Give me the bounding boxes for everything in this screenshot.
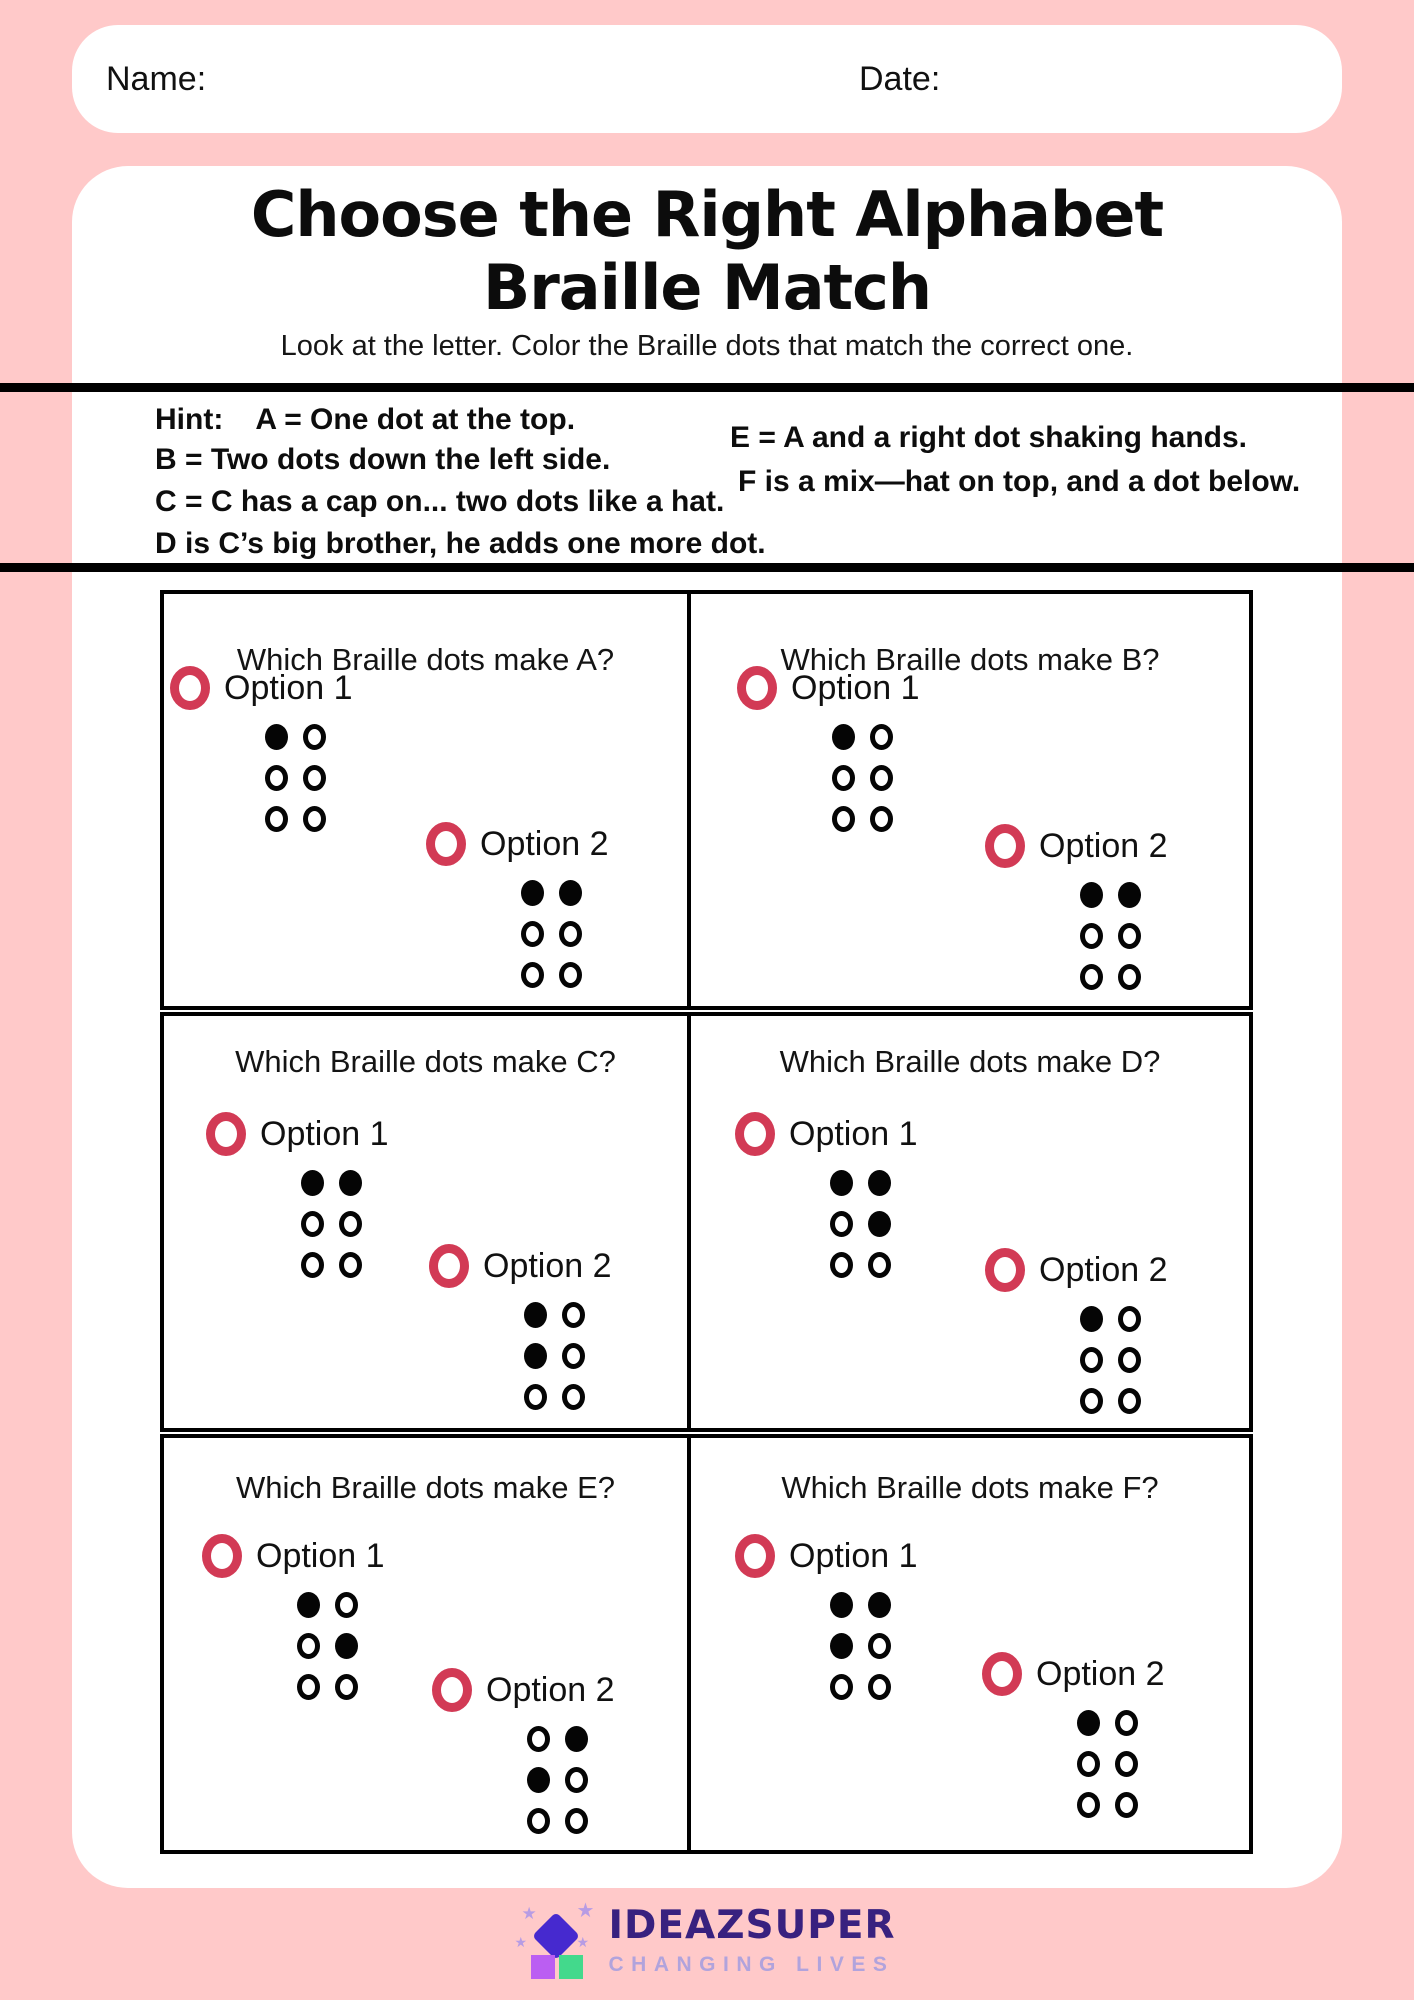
braille-row	[1077, 1792, 1138, 1818]
page-title-line2: Braille Match	[482, 251, 932, 324]
braille-pattern	[1077, 1710, 1138, 1818]
option-2-header[interactable]	[432, 1668, 615, 1712]
braille-pattern	[527, 1726, 588, 1834]
braille-row	[830, 1633, 891, 1659]
radio-button-icon[interactable]	[429, 1244, 469, 1288]
option-1-label: Option 1	[791, 668, 920, 707]
braille-dot-filled	[335, 1633, 358, 1659]
braille-dot-empty	[303, 806, 326, 832]
braille-pattern	[297, 1592, 358, 1700]
option-1[interactable]	[735, 1534, 918, 1715]
braille-dot-empty	[559, 962, 582, 988]
braille-dot-filled	[1077, 1710, 1100, 1736]
braille-row	[832, 765, 893, 791]
braille-row	[521, 921, 582, 947]
braille-dot-filled	[830, 1592, 853, 1618]
braille-pattern	[830, 1592, 891, 1700]
question-cell-d	[687, 1016, 1249, 1428]
braille-dot-filled	[559, 880, 582, 906]
radio-button-icon[interactable]	[426, 822, 466, 866]
option-2-label: Option 2	[483, 1246, 612, 1285]
hint-line-b: B = Two dots down the left side.	[155, 443, 611, 476]
option-2-header[interactable]	[982, 1652, 1165, 1696]
question-cell-e	[164, 1438, 687, 1850]
radio-button-icon[interactable]	[735, 1112, 775, 1156]
braille-pattern	[301, 1170, 362, 1278]
braille-dot-empty	[301, 1252, 324, 1278]
braille-pattern	[265, 724, 326, 832]
option-2[interactable]	[432, 1668, 615, 1849]
option-2-label: Option 2	[1036, 1654, 1165, 1693]
option-2[interactable]	[985, 1248, 1168, 1429]
braille-dot-filled	[1080, 1306, 1103, 1332]
braille-dot-empty	[1118, 964, 1141, 990]
braille-dot-empty	[521, 921, 544, 947]
page-title-line1: Choose the Right Alphabet	[250, 178, 1164, 251]
option-1-label: Option 1	[789, 1536, 918, 1575]
braille-row	[830, 1592, 891, 1618]
braille-row	[1077, 1710, 1138, 1736]
braille-row	[301, 1211, 362, 1237]
braille-dot-empty	[832, 806, 855, 832]
braille-row	[832, 724, 893, 750]
braille-dot-filled	[339, 1170, 362, 1196]
braille-dot-filled	[868, 1170, 891, 1196]
option-2-label: Option 2	[486, 1670, 615, 1709]
braille-pattern	[832, 724, 893, 832]
braille-row	[527, 1726, 588, 1752]
date-field-label: Date:	[859, 59, 941, 98]
hint-label: Hint:	[155, 403, 224, 436]
braille-dot-filled	[297, 1592, 320, 1618]
name-field-label: Name:	[106, 59, 207, 98]
braille-dot-filled	[830, 1170, 853, 1196]
question-row	[160, 1012, 1253, 1432]
divider-line-top	[0, 383, 1414, 392]
diamond-icon	[531, 1912, 579, 1960]
braille-dot-empty	[868, 1252, 891, 1278]
braille-dot-empty	[1115, 1751, 1138, 1777]
braille-dot-empty	[870, 806, 893, 832]
radio-button-icon[interactable]	[170, 666, 210, 710]
option-1-label: Option 1	[224, 668, 353, 707]
option-2[interactable]	[426, 822, 609, 1003]
braille-dot-empty	[1080, 964, 1103, 990]
braille-dot-empty	[870, 724, 893, 750]
option-1[interactable]	[737, 666, 920, 847]
braille-dot-empty	[565, 1808, 588, 1834]
question-cell-c	[164, 1016, 687, 1428]
option-1-header[interactable]	[735, 1534, 918, 1578]
braille-dot-empty	[339, 1211, 362, 1237]
question-cell-a	[164, 594, 687, 1006]
question-cell-b	[687, 594, 1249, 1006]
radio-button-icon[interactable]	[985, 824, 1025, 868]
braille-dot-empty	[868, 1674, 891, 1700]
braille-dot-filled	[265, 724, 288, 750]
option-2[interactable]	[985, 824, 1168, 1005]
option-1-header[interactable]	[735, 1112, 918, 1156]
divider-line-bottom	[0, 563, 1414, 572]
braille-pattern	[830, 1170, 891, 1278]
braille-dot-empty	[870, 765, 893, 791]
star-icon: ★	[576, 1900, 595, 1922]
option-1[interactable]	[202, 1534, 385, 1715]
option-1-header[interactable]	[202, 1534, 385, 1578]
braille-dot-empty	[303, 765, 326, 791]
hint-line-a	[155, 402, 575, 438]
option-1-header[interactable]	[737, 666, 920, 710]
question-cell-f	[687, 1438, 1249, 1850]
braille-dot-filled	[830, 1633, 853, 1659]
braille-row	[524, 1302, 585, 1328]
braille-dot-empty	[1080, 1388, 1103, 1414]
option-2-label: Option 2	[480, 824, 609, 863]
braille-dot-empty	[1118, 1388, 1141, 1414]
option-1[interactable]	[206, 1112, 389, 1293]
purple-square-icon	[531, 1955, 555, 1979]
option-2[interactable]	[982, 1652, 1165, 1833]
braille-row	[1080, 1388, 1141, 1414]
braille-row	[265, 806, 326, 832]
braille-row	[830, 1170, 891, 1196]
braille-dot-empty	[1115, 1710, 1138, 1736]
option-1-label: Option 1	[256, 1536, 385, 1575]
braille-dot-empty	[565, 1767, 588, 1793]
braille-dot-empty	[1118, 1347, 1141, 1373]
hint-line-f: F is a mix—hat on top, and a dot below.	[738, 465, 1301, 498]
hint-text-a: A = One dot at the top.	[255, 403, 576, 436]
braille-dot-empty	[1118, 923, 1141, 949]
option-1-header[interactable]	[170, 666, 353, 710]
radio-button-icon[interactable]	[735, 1534, 775, 1578]
braille-dot-empty	[1115, 1792, 1138, 1818]
brand-text-block	[609, 1897, 896, 1977]
braille-dot-empty	[335, 1592, 358, 1618]
braille-dot-empty	[1118, 1306, 1141, 1332]
hint-line-e: E = A and a right dot shaking hands.	[730, 421, 1248, 454]
instructions-text: Look at the letter. Color the Braille dots that match the correct one.	[280, 330, 1134, 362]
brand-tagline: CHANGING LIVES	[608, 1953, 895, 1976]
question-row	[160, 590, 1253, 1010]
braille-row	[1077, 1751, 1138, 1777]
question-prompt: Which Braille dots make D?	[779, 1044, 1161, 1079]
radio-button-icon[interactable]	[737, 666, 777, 710]
option-1-header[interactable]	[206, 1112, 389, 1156]
braille-dot-filled	[521, 880, 544, 906]
question-prompt: Which Braille dots make E?	[235, 1470, 616, 1505]
braille-row	[301, 1170, 362, 1196]
braille-dot-empty	[562, 1302, 585, 1328]
braille-dot-empty	[1080, 1347, 1103, 1373]
braille-dot-empty	[832, 765, 855, 791]
braille-row	[524, 1343, 585, 1369]
braille-dot-filled	[868, 1211, 891, 1237]
question-prompt: Which Braille dots make B?	[780, 642, 1160, 677]
braille-dot-filled	[524, 1302, 547, 1328]
braille-row	[301, 1252, 362, 1278]
question-prompt: Which Braille dots make F?	[781, 1470, 1159, 1505]
braille-dot-filled	[565, 1726, 588, 1752]
braille-row	[1080, 964, 1141, 990]
braille-row	[832, 806, 893, 832]
braille-dot-filled	[524, 1343, 547, 1369]
braille-dot-empty	[265, 765, 288, 791]
radio-button-icon[interactable]	[985, 1248, 1025, 1292]
radio-button-icon[interactable]	[202, 1534, 242, 1578]
option-2-label: Option 2	[1039, 826, 1168, 865]
option-2-header[interactable]	[429, 1244, 612, 1288]
braille-dot-empty	[521, 962, 544, 988]
braille-row	[521, 962, 582, 988]
braille-dot-empty	[1080, 923, 1103, 949]
braille-row	[521, 880, 582, 906]
hint-section	[0, 392, 1414, 563]
braille-dot-empty	[265, 806, 288, 832]
braille-row	[1080, 923, 1141, 949]
option-1[interactable]	[170, 666, 353, 847]
braille-row	[830, 1211, 891, 1237]
question-row	[160, 1434, 1253, 1854]
braille-dot-filled	[832, 724, 855, 750]
option-2[interactable]	[429, 1244, 612, 1425]
option-2-header[interactable]	[985, 1248, 1168, 1292]
braille-pattern	[521, 880, 582, 988]
brand-logo-icon	[514, 1897, 595, 1985]
braille-row	[527, 1808, 588, 1834]
braille-dot-filled	[527, 1767, 550, 1793]
braille-dot-empty	[1077, 1751, 1100, 1777]
braille-dot-filled	[1118, 882, 1141, 908]
braille-dot-empty	[527, 1808, 550, 1834]
star-icon: ★	[514, 1934, 528, 1950]
braille-row	[297, 1674, 358, 1700]
braille-dot-empty	[297, 1633, 320, 1659]
braille-dot-empty	[297, 1674, 320, 1700]
braille-dot-empty	[562, 1343, 585, 1369]
green-square-icon	[559, 1955, 583, 1979]
option-1[interactable]	[735, 1112, 918, 1293]
question-grid	[160, 590, 1253, 1856]
radio-button-icon[interactable]	[206, 1112, 246, 1156]
braille-row	[297, 1633, 358, 1659]
option-2-header[interactable]	[985, 824, 1168, 868]
braille-dot-empty	[830, 1674, 853, 1700]
option-2-header[interactable]	[426, 822, 609, 866]
brand-logo	[0, 1897, 1414, 1985]
braille-dot-filled	[301, 1170, 324, 1196]
title-block	[0, 178, 1414, 363]
braille-dot-empty	[335, 1674, 358, 1700]
braille-row	[265, 724, 326, 750]
braille-dot-empty	[868, 1633, 891, 1659]
braille-pattern	[524, 1302, 585, 1410]
braille-row	[297, 1592, 358, 1618]
braille-dot-empty	[1077, 1792, 1100, 1818]
brand-name: IDEAZSUPER	[608, 1903, 896, 1948]
braille-row	[1080, 1347, 1141, 1373]
braille-dot-empty	[524, 1384, 547, 1410]
braille-row	[830, 1674, 891, 1700]
braille-dot-empty	[830, 1252, 853, 1278]
hint-line-c: C = C has a cap on... two dots like a hat.	[155, 485, 725, 518]
braille-row	[527, 1767, 588, 1793]
radio-button-icon[interactable]	[432, 1668, 472, 1712]
star-icon: ★	[521, 1904, 537, 1923]
braille-dot-filled	[868, 1592, 891, 1618]
star-icon: ★	[576, 1934, 590, 1950]
braille-row	[524, 1384, 585, 1410]
question-prompt: Which Braille dots make A?	[236, 642, 615, 677]
braille-row	[265, 765, 326, 791]
hint-line-d: D is C’s big brother, he adds one more dot.	[155, 527, 766, 560]
braille-pattern	[1080, 1306, 1141, 1414]
braille-dot-empty	[562, 1384, 585, 1410]
braille-row	[1080, 882, 1141, 908]
braille-dot-empty	[527, 1726, 550, 1752]
option-2-label: Option 2	[1039, 1250, 1168, 1289]
braille-dot-filled	[1080, 882, 1103, 908]
braille-dot-empty	[830, 1211, 853, 1237]
braille-dot-empty	[301, 1211, 324, 1237]
braille-dot-empty	[559, 921, 582, 947]
braille-dot-empty	[339, 1252, 362, 1278]
braille-row	[1080, 1306, 1141, 1332]
question-prompt: Which Braille dots make C?	[235, 1044, 616, 1079]
radio-button-icon[interactable]	[982, 1652, 1022, 1696]
braille-row	[830, 1252, 891, 1278]
option-1-label: Option 1	[789, 1114, 918, 1153]
option-1-label: Option 1	[260, 1114, 389, 1153]
braille-pattern	[1080, 882, 1141, 990]
name-date-card	[72, 25, 1342, 133]
braille-dot-empty	[303, 724, 326, 750]
